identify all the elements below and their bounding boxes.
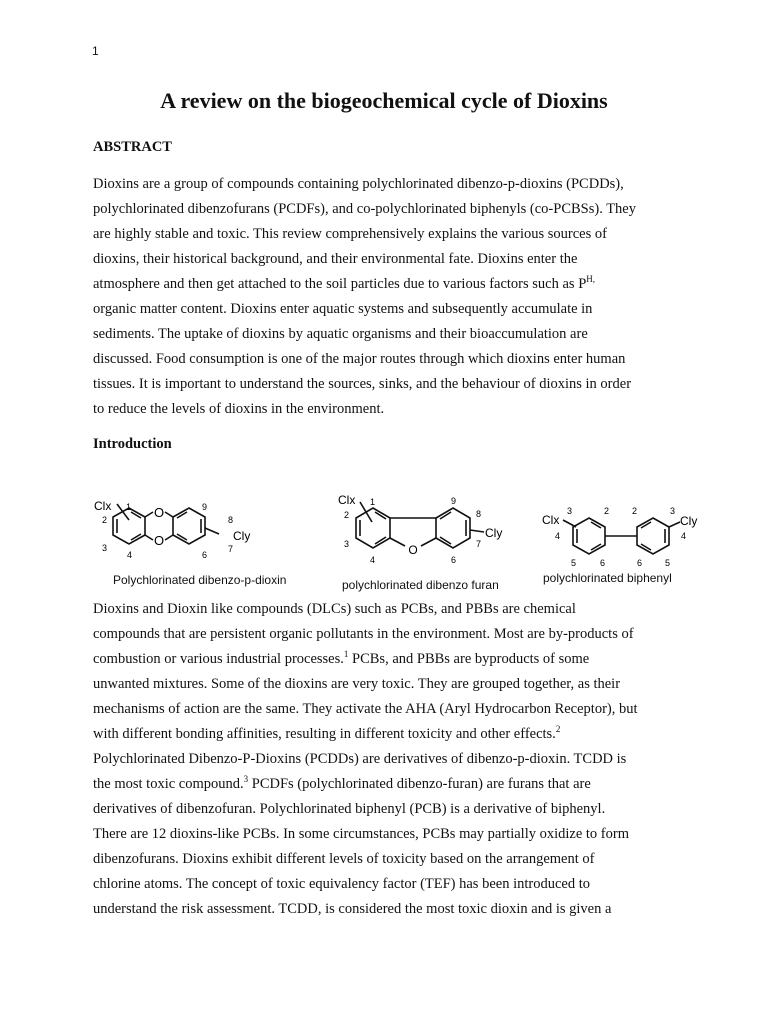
position-number: 3	[344, 539, 350, 549]
introduction-line-text: PCBs, and PBBs are byproducts of some	[348, 651, 590, 667]
position-number: 9	[202, 502, 208, 512]
introduction-line: Polychlorinated Dibenzo-P-Dioxins (PCDDs) are derivatives of dibenzo-p-dioxin. TCDD is	[93, 751, 627, 767]
introduction-line	[93, 647, 678, 672]
position-number: 2	[102, 515, 108, 525]
abstract-line: dioxins, their historical background, and their environmental fate. Dioxins enter the	[93, 251, 578, 267]
introduction-line-text: PCDFs (polychlorinated dibenzo-furan) are furans that are	[248, 776, 591, 792]
position-number: 7	[476, 539, 482, 549]
paper-title: A review on the biogeochemical cycle of Dioxins	[160, 88, 608, 113]
clx-label: Clx	[94, 499, 112, 513]
introduction-line	[93, 722, 678, 747]
introduction-heading: Introduction	[93, 436, 172, 452]
introduction-line: derivatives of dibenzofuran. Polychlorinated biphenyl (PCB) is a derivative of biphenyl.	[93, 801, 606, 817]
page-number: 1	[92, 44, 99, 58]
position-number: 5	[665, 558, 671, 568]
position-number: 4	[681, 531, 687, 541]
cly-label: Cly	[233, 529, 251, 543]
position-number: 3	[567, 506, 573, 516]
abstract-line: tissues. It is important to understand the sources, sinks, and the behaviour of dioxins in order	[93, 376, 632, 392]
furan-structure	[332, 488, 522, 596]
dioxin-structure	[90, 494, 305, 594]
citation-superscript: 3	[243, 774, 249, 784]
abstract-line-text: atmosphere and then get attached to the soil particles due to various factors such as P	[93, 276, 587, 292]
introduction-line-text: combustion or various industrial processes.	[93, 651, 344, 667]
introduction-line-text: the most toxic compound.	[93, 776, 244, 792]
position-number: 4	[127, 550, 133, 560]
cly-label: Cly	[680, 514, 698, 528]
introduction-line: unwanted mixtures. Some of the dioxins are very toxic. They are grouped together, as their	[93, 676, 621, 692]
position-number: 6	[202, 550, 208, 560]
dioxin-caption: Polychlorinated dibenzo-p-dioxin	[113, 573, 287, 587]
introduction-line: mechanisms of action are the same. They activate the AHA (Aryl Hydrocarbon Receptor), but	[93, 701, 638, 717]
position-number: 3	[670, 506, 676, 516]
biphenyl-structure	[538, 500, 708, 590]
abstract-line: polychlorinated dibenzofurans (PCDFs), and co-polychlorinated biphenyls (co-PCBSs). They	[93, 201, 636, 217]
furan-caption: polychlorinated dibenzo furan	[342, 578, 499, 592]
oxygen-label: O	[153, 505, 165, 520]
position-number: 1	[126, 502, 132, 512]
position-number: 2	[604, 506, 610, 516]
abstract-line	[93, 272, 678, 297]
citation-superscript: 2	[555, 724, 561, 734]
abstract-line: organic matter content. Dioxins enter aquatic systems and subsequently accumulate in	[93, 301, 593, 317]
position-number: 8	[476, 509, 482, 519]
position-number: 5	[571, 558, 577, 568]
introduction-line: dibenzofurans. Dioxins exhibit different levels of toxicity based on the arrangement of	[93, 851, 595, 867]
position-number: 6	[600, 558, 606, 568]
position-number: 2	[632, 506, 638, 516]
oxygen-label: O	[153, 533, 165, 548]
position-number: 7	[228, 544, 234, 554]
introduction-line: compounds that are persistent organic pollutants in the environment. Most are by-products of	[93, 626, 634, 642]
abstract-line: Dioxins are a group of compounds containing polychlorinated dibenzo-p-dioxins (PCDDs),	[93, 176, 624, 192]
biphenyl-caption: polychlorinated biphenyl	[543, 571, 672, 585]
position-number: 6	[451, 555, 457, 565]
introduction-line	[93, 772, 678, 797]
position-number: 9	[451, 496, 457, 506]
introduction-line: There are 12 dioxins-like PCBs. In some circumstances, PCBs may partially oxidize to form	[93, 826, 629, 842]
introduction-paragraph	[93, 597, 678, 922]
introduction-line-text: with different bonding affinities, resulting in different toxicity and other effects.	[93, 726, 556, 742]
introduction-line: Dioxins and Dioxin like compounds (DLCs) such as PCBs, and PBBs are chemical	[93, 601, 576, 617]
abstract-line: discussed. Food consumption is one of the major routes through which dioxins enter human	[93, 351, 626, 367]
cly-label: Cly	[485, 526, 503, 540]
abstract-line: are highly stable and toxic. This review comprehensively explains the various sources of	[93, 226, 607, 242]
abstract-line: sediments. The uptake of dioxins by aquatic organisms and their bioaccumulation are	[93, 326, 588, 342]
clx-label: Clx	[338, 493, 356, 507]
position-number: 1	[370, 497, 376, 507]
ph-superscript: H,	[586, 274, 596, 284]
position-number: 8	[228, 515, 234, 525]
citation-superscript: 1	[343, 649, 349, 659]
position-number: 3	[102, 543, 108, 553]
position-number: 2	[344, 510, 350, 520]
introduction-line: understand the risk assessment. TCDD, is considered the most toxic dioxin and is given a	[93, 901, 612, 917]
abstract-line: to reduce the levels of dioxins in the environment.	[93, 401, 385, 417]
abstract-paragraph	[93, 172, 678, 422]
position-number: 4	[555, 531, 561, 541]
introduction-line: chlorine atoms. The concept of toxic equivalency factor (TEF) has been introduced to	[93, 876, 590, 892]
clx-label: Clx	[542, 513, 560, 527]
position-number: 4	[370, 555, 376, 565]
oxygen-label: O	[408, 543, 418, 557]
position-number: 6	[637, 558, 643, 568]
abstract-heading: ABSTRACT	[93, 139, 172, 155]
